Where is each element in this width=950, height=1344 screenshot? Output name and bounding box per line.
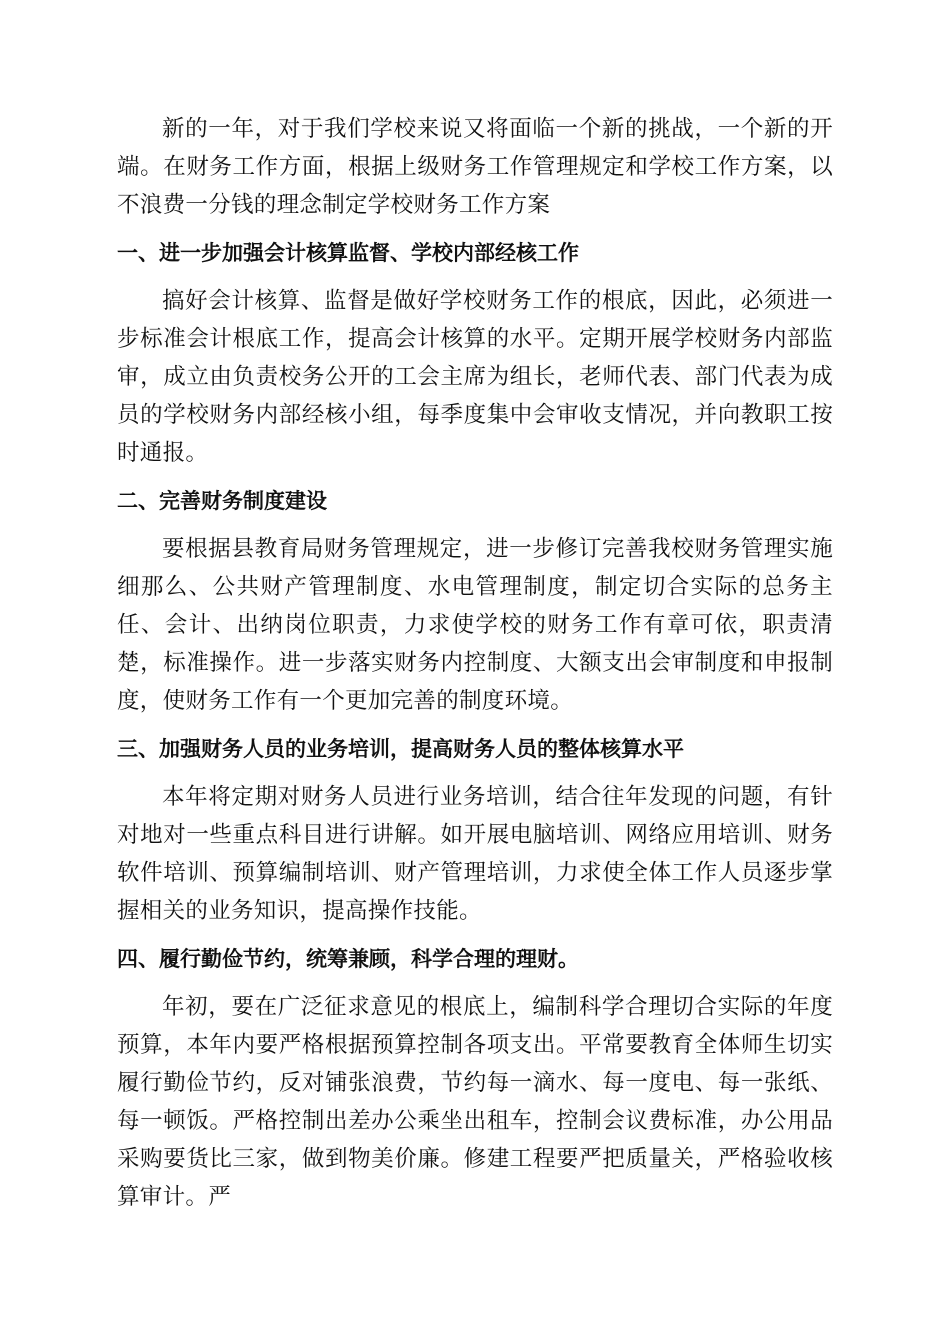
section-1-heading: 一、进一步加强会计核算监督、学校内部经核工作 (117, 241, 579, 265)
intro-paragraph: 新的一年，对于我们学校来说又将面临一个新的挑战，一个新的开端。在财务工作方面，根据上级财务工作管理规定和学校工作方案，以不浪费一分钱的理念制定学校财务工作方案 (117, 116, 833, 218)
section-3-heading: 三、加强财务人员的业务培训，提高财务人员的整体核算水平 (117, 737, 684, 761)
section-4-heading: 四、履行勤俭节约，统筹兼顾，科学合理的理财。 (117, 947, 579, 971)
section-1-body: 搞好会计核算、监督是做好学校财务工作的根底，因此，必须进一步标准会计根底工作，提高会计核算的水平。定期开展学校财务内部监审，成立由负责校务公开的工会主席为组长，老师代表、部门代表为成员的学校财务内部经核小组，每季度集中会审收支情况，并向教职工按时通报。 (117, 288, 833, 466)
section-3-body: 本年将定期对财务人员进行业务培训，结合往年发现的问题，有针对地对一些重点科目进行讲解。如开展电脑培训、网络应用培训、财务软件培训、预算编制培训、财产管理培训，力求使全体工作人员逐步掌握相关的业务知识，提高操作技能。 (117, 784, 833, 924)
section-2-body: 要根据县教育局财务管理规定，进一步修订完善我校财务管理实施细那么、公共财产管理制度、水电管理制度，制定切合实际的总务主任、会计、出纳岗位职责，力求使学校的财务工作有章可依，职责清楚，标准操作。进一步落实财务内控制度、大额支出会审制度和申报制度，使财务工作有一个更加完善的制度环境。 (117, 536, 833, 714)
section-4-body: 年初，要在广泛征求意见的根底上，编制科学合理切合实际的年度预算，本年内要严格根据预算控制各项支出。平常要教育全体师生切实履行勤俭节约，反对铺张浪费，节约每一滴水、每一度电、每一张纸、每一顿饭。严格控制出差办公乘坐出租车，控制会议费标准，办公用品采购要货比三家，做到物美价廉。修建工程要严把质量关，严格验收核算审计。严 (117, 994, 833, 1210)
document-page (117, 110, 833, 1216)
section-2-heading: 二、完善财务制度建设 (117, 489, 327, 513)
